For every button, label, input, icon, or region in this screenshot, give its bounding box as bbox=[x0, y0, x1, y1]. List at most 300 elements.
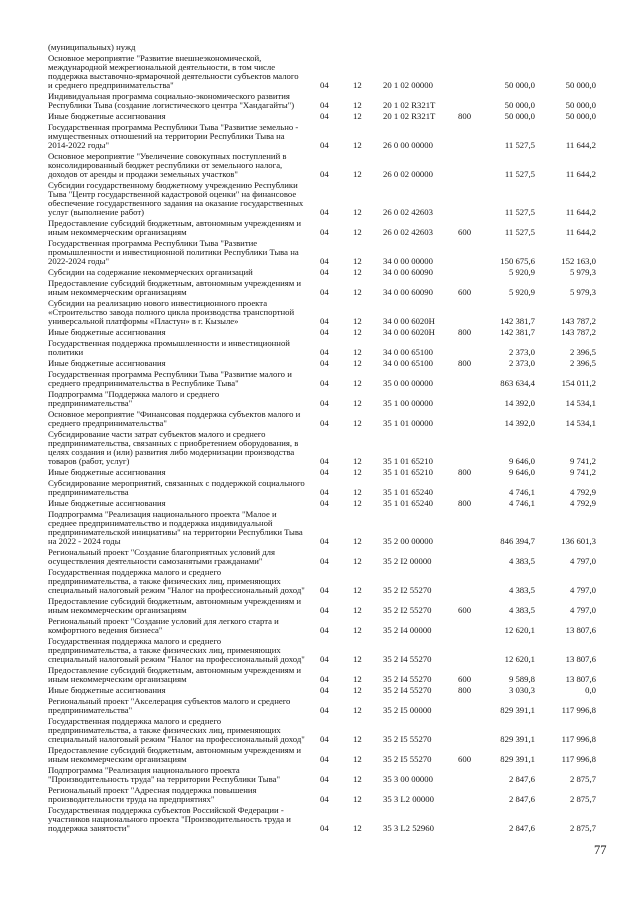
row-description bbox=[48, 637, 320, 664]
description-line: Государственная поддержка малого и среднего bbox=[48, 567, 222, 577]
table-row bbox=[48, 112, 596, 121]
amount-column-1: 9 589,8 bbox=[508, 674, 535, 684]
description-line: Государственная программа Республики Тыва "Развитие малого и bbox=[48, 369, 292, 379]
table-row bbox=[48, 328, 596, 337]
target-item-code: 20 1 02 00000 bbox=[383, 80, 433, 90]
table-row bbox=[48, 766, 596, 784]
table-row bbox=[48, 268, 596, 277]
row-description bbox=[48, 786, 320, 804]
subsection-code: 12 bbox=[353, 347, 362, 357]
subsection-code: 12 bbox=[353, 316, 362, 326]
section-code: 04 bbox=[320, 685, 329, 695]
amount-column-2: 154 011,2 bbox=[561, 378, 596, 388]
table-row bbox=[48, 499, 596, 508]
target-item-code: 35 2 I5 55270 bbox=[383, 754, 432, 764]
table-row bbox=[48, 786, 596, 804]
description-line: целях создания и (или) развития либо модернизации производства bbox=[48, 447, 295, 457]
description-line: Субсидирование части затрат субъектов малого и среднего bbox=[48, 429, 266, 439]
subsection-code: 12 bbox=[353, 140, 362, 150]
row-description bbox=[48, 268, 320, 277]
table-row bbox=[48, 468, 596, 477]
description-line: специальный налоговый режим "Налог на профессиональный доход" bbox=[48, 734, 305, 744]
subsection-code: 12 bbox=[353, 111, 362, 121]
row-description bbox=[48, 299, 320, 326]
description-line: среднего предпринимательства" bbox=[48, 418, 167, 428]
amount-column-2: 117 996,8 bbox=[561, 754, 596, 764]
subsection-code: 12 bbox=[353, 169, 362, 179]
amount-column-1: 863 634,4 bbox=[500, 378, 535, 388]
amount-column-1: 2 847,6 bbox=[508, 794, 535, 804]
section-code: 04 bbox=[320, 256, 329, 266]
description-line: среднее предпринимательство и поддержка индивидуальной bbox=[48, 518, 273, 528]
section-code: 04 bbox=[320, 823, 329, 833]
target-item-code: 35 2 I5 00000 bbox=[383, 705, 432, 715]
subsection-code: 12 bbox=[353, 556, 362, 566]
amount-column-2: 50 000,0 bbox=[565, 80, 596, 90]
subsection-code: 12 bbox=[353, 207, 362, 217]
table-row bbox=[48, 390, 596, 408]
section-code: 04 bbox=[320, 487, 329, 497]
subsection-code: 12 bbox=[353, 418, 362, 428]
description-line: Субсидирование мероприятий, связанных с поддержкой социального bbox=[48, 478, 305, 488]
description-line: Тыва "Центр государственной кадастровой оценки" на финансовое bbox=[48, 189, 297, 199]
table-row bbox=[48, 568, 596, 595]
amount-column-1: 11 527,5 bbox=[504, 140, 535, 150]
row-description bbox=[48, 617, 320, 635]
row-description bbox=[48, 806, 320, 833]
description-line: Предоставление субсидий бюджетным, автономным учреждениям и bbox=[48, 665, 302, 675]
description-line: международной межрегиональной деятельности, в том числе bbox=[48, 62, 276, 72]
page-number: 77 bbox=[594, 843, 607, 857]
description-line: Республики Тыва (создание логистического центра "Хандагайты") bbox=[48, 100, 295, 110]
section-code: 04 bbox=[320, 327, 329, 337]
amount-column-2: 143 787,2 bbox=[561, 316, 596, 326]
amount-column-2: 0,0 bbox=[585, 685, 596, 695]
amount-column-1: 4 383,5 bbox=[508, 585, 535, 595]
description-line: поддержка занятости" bbox=[48, 823, 130, 833]
table-row bbox=[48, 43, 596, 52]
amount-column-2: 2 875,7 bbox=[569, 823, 596, 833]
section-code: 04 bbox=[320, 556, 329, 566]
amount-column-2: 14 534,1 bbox=[565, 398, 596, 408]
section-code: 04 bbox=[320, 347, 329, 357]
section-code: 04 bbox=[320, 536, 329, 546]
row-description bbox=[48, 548, 320, 566]
subsection-code: 12 bbox=[353, 456, 362, 466]
description-line: Иные бюджетные ассигнования bbox=[48, 467, 166, 477]
subsection-code: 12 bbox=[353, 685, 362, 695]
description-line: Государственная поддержка малого и среднего bbox=[48, 636, 222, 646]
amount-column-1: 150 675,6 bbox=[500, 256, 535, 266]
amount-column-1: 12 620,1 bbox=[504, 654, 535, 664]
section-code: 04 bbox=[320, 169, 329, 179]
row-description bbox=[48, 410, 320, 428]
expense-type-code: 600 bbox=[458, 605, 472, 615]
amount-column-1: 2 373,0 bbox=[508, 358, 535, 368]
subsection-code: 12 bbox=[353, 774, 362, 784]
amount-column-2: 117 996,8 bbox=[561, 705, 596, 715]
table-row bbox=[48, 219, 596, 237]
row-description bbox=[48, 239, 320, 266]
description-line: Субсидии на реализацию нового инвестиционного проекта bbox=[48, 298, 268, 308]
row-description bbox=[48, 92, 320, 110]
amount-column-2: 2 875,7 bbox=[569, 774, 596, 784]
description-line: услуг (выполнение работ) bbox=[48, 207, 145, 217]
amount-column-1: 14 392,0 bbox=[504, 398, 535, 408]
amount-column-1: 50 000,0 bbox=[504, 80, 535, 90]
amount-column-1: 829 391,1 bbox=[500, 705, 535, 715]
description-line: 2014-2022 годы" bbox=[48, 140, 110, 150]
target-item-code: 35 3 L2 52960 bbox=[383, 823, 434, 833]
description-line: Подпрограмма "Реализация национального проекта bbox=[48, 765, 240, 775]
description-line: Государственная поддержка субъектов Российской Федерации - bbox=[48, 805, 284, 815]
section-code: 04 bbox=[320, 794, 329, 804]
description-line: 2022-2024 годы" bbox=[48, 256, 110, 266]
table-row bbox=[48, 548, 596, 566]
subsection-code: 12 bbox=[353, 80, 362, 90]
row-description bbox=[48, 123, 320, 150]
row-description bbox=[48, 43, 320, 52]
row-description bbox=[48, 499, 320, 508]
subsection-code: 12 bbox=[353, 794, 362, 804]
expense-type-code: 600 bbox=[458, 227, 472, 237]
row-description bbox=[48, 328, 320, 337]
description-line: Иные бюджетные ассигнования bbox=[48, 685, 166, 695]
amount-column-2: 11 644,2 bbox=[565, 207, 596, 217]
subsection-code: 12 bbox=[353, 654, 362, 664]
amount-column-2: 13 807,6 bbox=[565, 625, 596, 635]
description-line: осуществления деятельности самозанятыми гражданами" bbox=[48, 556, 263, 566]
amount-column-2: 4 797,0 bbox=[569, 605, 596, 615]
description-line: «Строительство завода полного цикла производства транспортной bbox=[48, 307, 295, 317]
table-row bbox=[48, 279, 596, 297]
section-code: 04 bbox=[320, 80, 329, 90]
description-line: Иные бюджетные ассигнования bbox=[48, 358, 166, 368]
section-code: 04 bbox=[320, 207, 329, 217]
table-row bbox=[48, 370, 596, 388]
amount-column-2: 152 163,0 bbox=[561, 256, 596, 266]
row-description bbox=[48, 390, 320, 408]
expense-type-code: 800 bbox=[458, 467, 472, 477]
amount-column-1: 4 383,5 bbox=[508, 556, 535, 566]
description-line: Подпрограмма "Реализация национального проекта "Малое и bbox=[48, 509, 277, 519]
section-code: 04 bbox=[320, 654, 329, 664]
amount-column-2: 4 792,9 bbox=[569, 498, 596, 508]
description-line: предпринимательства" bbox=[48, 398, 133, 408]
description-line: Государственная поддержка промышленности и инвестиционной bbox=[48, 338, 290, 348]
description-line: "Производительность труда" на территории Республики Тыва" bbox=[48, 774, 281, 784]
target-item-code: 35 1 01 65210 bbox=[383, 467, 433, 477]
target-item-code: 35 2 I4 55270 bbox=[383, 674, 432, 684]
table-row bbox=[48, 339, 596, 357]
row-description bbox=[48, 686, 320, 695]
description-line: предпринимательства, а также физических лиц, применяющих bbox=[48, 725, 281, 735]
subsection-code: 12 bbox=[353, 327, 362, 337]
row-description bbox=[48, 152, 320, 179]
table-row bbox=[48, 717, 596, 744]
subsection-code: 12 bbox=[353, 674, 362, 684]
subsection-code: 12 bbox=[353, 256, 362, 266]
target-item-code: 35 1 01 65240 bbox=[383, 487, 433, 497]
description-line: Государственная программа Республики Тыва "Развитие земельно - bbox=[48, 122, 299, 132]
subsection-code: 12 bbox=[353, 287, 362, 297]
description-line: предпринимательства" bbox=[48, 705, 133, 715]
description-line: (муниципальных) нужд bbox=[48, 42, 136, 52]
subsection-code: 12 bbox=[353, 625, 362, 635]
description-line: на 2022 - 2024 годы bbox=[48, 536, 121, 546]
target-item-code: 35 2 I4 55270 bbox=[383, 654, 432, 664]
description-line: производительности труда на предприятиях" bbox=[48, 794, 215, 804]
description-line: иным некоммерческим организациям bbox=[48, 227, 187, 237]
subsection-code: 12 bbox=[353, 467, 362, 477]
table-row bbox=[48, 746, 596, 764]
section-code: 04 bbox=[320, 774, 329, 784]
row-description bbox=[48, 112, 320, 121]
table-row bbox=[48, 299, 596, 326]
amount-column-2: 50 000,0 bbox=[565, 100, 596, 110]
section-code: 04 bbox=[320, 287, 329, 297]
amount-column-2: 9 741,2 bbox=[569, 467, 596, 477]
amount-column-1: 4 746,1 bbox=[508, 487, 535, 497]
section-code: 04 bbox=[320, 467, 329, 477]
expense-type-code: 800 bbox=[458, 498, 472, 508]
table-row bbox=[48, 54, 596, 90]
table-row bbox=[48, 410, 596, 428]
row-description bbox=[48, 370, 320, 388]
amount-column-1: 829 391,1 bbox=[500, 734, 535, 744]
amount-column-2: 13 807,6 bbox=[565, 654, 596, 664]
description-line: иным некоммерческим организациям bbox=[48, 754, 187, 764]
row-description bbox=[48, 468, 320, 477]
subsection-code: 12 bbox=[353, 498, 362, 508]
description-line: предпринимательства, а также физических лиц, применяющих bbox=[48, 645, 281, 655]
description-line: иным некоммерческим организациям bbox=[48, 287, 187, 297]
subsection-code: 12 bbox=[353, 605, 362, 615]
table-row bbox=[48, 697, 596, 715]
section-code: 04 bbox=[320, 227, 329, 237]
amount-column-1: 14 392,0 bbox=[504, 418, 535, 428]
table-row bbox=[48, 666, 596, 684]
row-description bbox=[48, 717, 320, 744]
target-item-code: 35 3 L2 00000 bbox=[383, 794, 434, 804]
target-item-code: 35 2 I4 00000 bbox=[383, 625, 432, 635]
description-line: среднего предпринимательства в Республике Тыва" bbox=[48, 378, 239, 388]
row-description bbox=[48, 479, 320, 497]
target-item-code: 26 0 02 42603 bbox=[383, 207, 433, 217]
description-line: доходов от аренды и продажи земельных участков" bbox=[48, 169, 238, 179]
section-code: 04 bbox=[320, 111, 329, 121]
row-description bbox=[48, 510, 320, 546]
row-description bbox=[48, 746, 320, 764]
target-item-code: 26 0 00 00000 bbox=[383, 140, 433, 150]
description-line: Предоставление субсидий бюджетным, автономным учреждениям и bbox=[48, 278, 302, 288]
description-line: Основное мероприятие "Развитие внешнеэкономической, bbox=[48, 53, 262, 63]
section-code: 04 bbox=[320, 605, 329, 615]
amount-column-1: 11 527,5 bbox=[504, 207, 535, 217]
section-code: 04 bbox=[320, 585, 329, 595]
table-row bbox=[48, 617, 596, 635]
description-line: обеспечение государственного задания на оказание государственных bbox=[48, 198, 304, 208]
target-item-code: 34 0 00 60090 bbox=[383, 287, 433, 297]
amount-column-1: 12 620,1 bbox=[504, 625, 535, 635]
table-row bbox=[48, 152, 596, 179]
subsection-code: 12 bbox=[353, 536, 362, 546]
amount-column-1: 142 381,7 bbox=[500, 327, 535, 337]
amount-column-1: 50 000,0 bbox=[504, 111, 535, 121]
section-code: 04 bbox=[320, 140, 329, 150]
description-line: Государственная поддержка малого и среднего bbox=[48, 716, 222, 726]
amount-column-2: 143 787,2 bbox=[561, 327, 596, 337]
target-item-code: 34 0 00 6020Н bbox=[383, 316, 435, 326]
section-code: 04 bbox=[320, 398, 329, 408]
description-line: комфортного ведения бизнеса" bbox=[48, 625, 163, 635]
description-line: иным некоммерческим организациям bbox=[48, 605, 187, 615]
description-line: Предоставление субсидий бюджетным, автономным учреждениям и bbox=[48, 596, 302, 606]
section-code: 04 bbox=[320, 267, 329, 277]
target-item-code: 35 1 01 65210 bbox=[383, 456, 433, 466]
amount-column-2: 4 797,0 bbox=[569, 556, 596, 566]
description-line: политики bbox=[48, 347, 84, 357]
description-line: Региональный проект "Адресная поддержка повышения bbox=[48, 785, 257, 795]
description-line: предпринимательства, а также физических лиц, применяющих bbox=[48, 576, 281, 586]
amount-column-2: 9 741,2 bbox=[569, 456, 596, 466]
target-item-code: 35 2 00 00000 bbox=[383, 536, 433, 546]
table-row bbox=[48, 239, 596, 266]
description-line: Региональный проект "Создание благоприятных условий для bbox=[48, 547, 275, 557]
description-line: и среднего предпринимательства" bbox=[48, 80, 174, 90]
row-description bbox=[48, 597, 320, 615]
description-line: Индивидуальная программа социально-экономического развития bbox=[48, 91, 290, 101]
amount-column-1: 4 383,5 bbox=[508, 605, 535, 615]
target-item-code: 35 2 I5 55270 bbox=[383, 734, 432, 744]
subsection-code: 12 bbox=[353, 705, 362, 715]
row-description bbox=[48, 279, 320, 297]
description-line: Региональный проект "Создание условий для легкого старта и bbox=[48, 616, 279, 626]
row-description bbox=[48, 219, 320, 237]
expense-type-code: 600 bbox=[458, 754, 472, 764]
table-row bbox=[48, 92, 596, 110]
table-row bbox=[48, 479, 596, 497]
description-line: Иные бюджетные ассигнования bbox=[48, 498, 166, 508]
amount-column-1: 11 527,5 bbox=[504, 227, 535, 237]
target-item-code: 35 2 I2 55270 bbox=[383, 605, 432, 615]
amount-column-2: 11 644,2 bbox=[565, 140, 596, 150]
description-line: Предоставление субсидий бюджетным, автономным учреждениям и bbox=[48, 218, 302, 228]
expense-type-code: 600 bbox=[458, 674, 472, 684]
target-item-code: 20 1 02 R321T bbox=[383, 111, 436, 121]
amount-column-2: 2 396,5 bbox=[569, 347, 596, 357]
amount-column-2: 5 979,3 bbox=[569, 267, 596, 277]
expense-type-code: 800 bbox=[458, 358, 472, 368]
section-code: 04 bbox=[320, 674, 329, 684]
expense-type-code: 800 bbox=[458, 111, 472, 121]
description-line: предпринимательской инициативы" на территории Республики Тыва bbox=[48, 527, 303, 537]
subsection-code: 12 bbox=[353, 267, 362, 277]
description-line: поддержка выставочно-ярмарочной деятельности субъектов малого bbox=[48, 71, 299, 81]
amount-column-1: 2 373,0 bbox=[508, 347, 535, 357]
amount-column-2: 13 807,6 bbox=[565, 674, 596, 684]
table-row bbox=[48, 597, 596, 615]
section-code: 04 bbox=[320, 754, 329, 764]
description-line: Субсидии государственному бюджетному учреждению Республики bbox=[48, 180, 298, 190]
target-item-code: 20 1 02 R321T bbox=[383, 100, 436, 110]
table-row bbox=[48, 806, 596, 833]
subsection-code: 12 bbox=[353, 734, 362, 744]
section-code: 04 bbox=[320, 358, 329, 368]
description-line: Иные бюджетные ассигнования bbox=[48, 111, 166, 121]
subsection-code: 12 bbox=[353, 378, 362, 388]
table-row bbox=[48, 686, 596, 695]
section-code: 04 bbox=[320, 456, 329, 466]
row-description bbox=[48, 339, 320, 357]
section-code: 04 bbox=[320, 100, 329, 110]
amount-column-1: 9 646,0 bbox=[508, 456, 535, 466]
subsection-code: 12 bbox=[353, 227, 362, 237]
subsection-code: 12 bbox=[353, 487, 362, 497]
target-item-code: 35 1 00 00000 bbox=[383, 398, 433, 408]
amount-column-2: 2 396,5 bbox=[569, 358, 596, 368]
table-row bbox=[48, 430, 596, 466]
row-description bbox=[48, 697, 320, 715]
expense-type-code: 600 bbox=[458, 287, 472, 297]
description-line: иным некоммерческим организациям bbox=[48, 674, 187, 684]
description-line: предпринимательства bbox=[48, 487, 129, 497]
amount-column-1: 9 646,0 bbox=[508, 467, 535, 477]
row-description bbox=[48, 666, 320, 684]
description-line: консолидированный бюджет республики от земельного налога, bbox=[48, 160, 283, 170]
expense-type-code: 800 bbox=[458, 685, 472, 695]
amount-column-1: 846 394,7 bbox=[500, 536, 535, 546]
target-item-code: 34 0 00 00000 bbox=[383, 256, 433, 266]
description-line: специальный налоговый режим "Налог на профессиональный доход" bbox=[48, 585, 305, 595]
amount-column-2: 136 601,3 bbox=[561, 536, 596, 546]
row-description bbox=[48, 54, 320, 90]
row-description bbox=[48, 359, 320, 368]
row-description bbox=[48, 568, 320, 595]
description-line: предпринимательства, связанных с приобретением оборудования, в bbox=[48, 438, 299, 448]
target-item-code: 35 2 I4 55270 bbox=[383, 685, 432, 695]
section-code: 04 bbox=[320, 316, 329, 326]
table-row bbox=[48, 637, 596, 664]
description-line: Предоставление субсидий бюджетным, автономным учреждениям и bbox=[48, 745, 302, 755]
target-item-code: 26 0 02 42603 bbox=[383, 227, 433, 237]
description-line: Основное мероприятие "Финансовая поддержка субъектов малого и bbox=[48, 409, 301, 419]
section-code: 04 bbox=[320, 418, 329, 428]
amount-column-1: 50 000,0 bbox=[504, 100, 535, 110]
amount-column-1: 11 527,5 bbox=[504, 169, 535, 179]
description-line: имущественных отношений на территории Республики Тыва на bbox=[48, 131, 285, 141]
amount-column-1: 829 391,1 bbox=[500, 754, 535, 764]
section-code: 04 bbox=[320, 498, 329, 508]
table-row bbox=[48, 510, 596, 546]
amount-column-2: 11 644,2 bbox=[565, 169, 596, 179]
amount-column-1: 3 030,3 bbox=[508, 685, 535, 695]
subsection-code: 12 bbox=[353, 398, 362, 408]
section-code: 04 bbox=[320, 705, 329, 715]
subsection-code: 12 bbox=[353, 754, 362, 764]
amount-column-2: 4 797,0 bbox=[569, 585, 596, 595]
description-line: Субсидии на содержание некоммерческих организаций bbox=[48, 267, 253, 277]
amount-column-2: 50 000,0 bbox=[565, 111, 596, 121]
description-line: участников национального проекта "Производительность труда и bbox=[48, 814, 291, 824]
amount-column-1: 5 920,9 bbox=[508, 287, 535, 297]
target-item-code: 35 2 I2 55270 bbox=[383, 585, 432, 595]
amount-column-2: 4 792,9 bbox=[569, 487, 596, 497]
amount-column-1: 2 847,6 bbox=[508, 823, 535, 833]
description-line: Иные бюджетные ассигнования bbox=[48, 327, 166, 337]
subsection-code: 12 bbox=[353, 823, 362, 833]
description-line: Государственная программа Республики Тыва "Развитие bbox=[48, 238, 258, 248]
